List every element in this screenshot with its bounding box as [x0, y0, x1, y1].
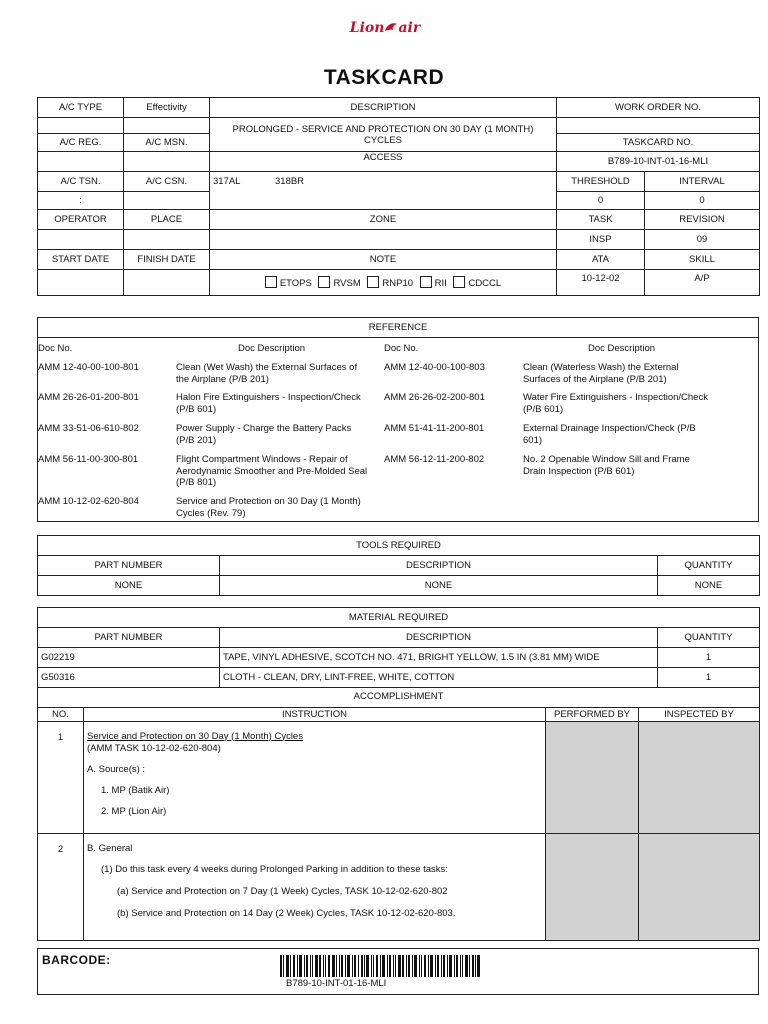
reference-section [37, 317, 759, 522]
doc-no-header-right: Doc No. [384, 343, 419, 354]
lion-head-icon [384, 21, 398, 35]
note-label: NOTE [210, 250, 557, 270]
work-order-value [557, 118, 760, 134]
description-value: PROLONGED - SERVICE AND PROTECTION ON 30 DAY (1 MONTH) CYCLES [210, 118, 557, 152]
access-label: ACCESS [210, 152, 557, 172]
inspected-by-header: INSPECTED BY [639, 707, 760, 721]
step-number: 2 [38, 833, 84, 940]
ref-right-3-desc: External Drainage Inspection/Check (P/B 601) [523, 423, 696, 446]
tools-part-number-header: PART NUMBER [38, 556, 220, 576]
ac-csn-value [124, 192, 210, 210]
material-quantity-header: QUANTITY [658, 628, 760, 648]
ac-tsn-label: A/C TSN. [38, 172, 124, 192]
ref-left-5-desc: Service and Protection on 30 Day (1 Month) Cycles (Rev. 79) [176, 496, 361, 519]
material-part-cell: G02219 [38, 648, 220, 668]
ref-left-4-desc: Flight Compartment Windows - Repair of Aerodynamic Smoother and Pre-Molded Seal (P/B 801) [176, 454, 368, 488]
step-instruction: B. General (1) Do this task every 4 weeks during Prolonged Parking in addition to these tasks: (a) Service and Protection on 7 Day (1 Week) Cycles, TASK 10-12-02-620-802 (b) Service and Protection on 14 Day (2 Week) Cycles, TASK 10-12-02-620-803. [84, 833, 546, 940]
material-title: MATERIAL REQUIRED [38, 608, 760, 628]
table-row [38, 833, 760, 940]
material-qty-cell: 1 [658, 648, 760, 668]
tools-title: TOOLS REQUIRED [38, 536, 760, 556]
note-checkboxes [210, 270, 557, 296]
taskcard-no-value: B789-10-INT-01-16-MLI [557, 152, 760, 172]
reference-title: REFERENCE [38, 318, 758, 338]
doc-desc-header-left: Doc Description [238, 343, 306, 354]
rvsm-label: RVSM [333, 278, 361, 289]
effectivity-label: Effectivity [124, 98, 210, 118]
effectivity-value [124, 118, 210, 134]
ac-msn-label: A/C MSN. [124, 134, 210, 152]
start-date-label: START DATE [38, 250, 124, 270]
accomplishment-title: ACCOMPLISHMENT [38, 687, 760, 707]
tools-qty-cell: NONE [658, 576, 760, 596]
logo-text-air: air [398, 20, 421, 36]
ac-csn-label: A/C CSN. [124, 172, 210, 192]
material-desc-cell: CLOTH - CLEAN, DRY, LINT-FREE, WHITE, COTTON [220, 668, 658, 688]
cdccl-label: CDCCL [468, 278, 502, 289]
table-row [38, 668, 760, 688]
performed-by-field[interactable] [546, 721, 639, 833]
accomplishment-table [37, 687, 760, 941]
skill-label: SKILL [645, 250, 760, 270]
material-desc-cell: TAPE, VINYL ADHESIVE, SCOTCH NO. 471, BRIGHT YELLOW, 1.5 IN (3.81 MM) WIDE [220, 648, 658, 668]
rvsm-checkbox[interactable] [318, 276, 330, 288]
tools-description-header: DESCRIPTION [220, 556, 658, 576]
place-value [124, 230, 210, 250]
finish-date-label: FINISH DATE [124, 250, 210, 270]
revision-label: REVISION [645, 210, 760, 230]
interval-value: 0 [645, 192, 760, 210]
barcode-text: B789-10-INT-01-16-MLI [286, 978, 387, 989]
performed-by-header: PERFORMED BY [546, 707, 639, 721]
ref-right-4-desc: No. 2 Openable Window Sill and Frame Drain Inspection (P/B 601) [523, 454, 690, 477]
table-row [38, 721, 760, 833]
start-date-value [38, 270, 124, 296]
lion-air-logo [340, 20, 430, 42]
ref-right-3-no: AMM 51-41-11-200-801 [384, 423, 485, 434]
ref-left-2-desc: Halon Fire Extinguishers - Inspection/Check (P/B 601) [176, 392, 361, 415]
step-number: 1 [38, 721, 84, 833]
cdccl-checkbox[interactable] [453, 276, 465, 288]
ac-reg-value [38, 152, 124, 172]
ref-left-4-no: AMM 56-11-00-300-801 [38, 454, 139, 465]
tools-part-cell: NONE [38, 576, 220, 596]
access-value [210, 172, 557, 210]
ref-left-2-no: AMM 26-26-01-200-801 [38, 392, 139, 403]
work-order-label: WORK ORDER NO. [557, 98, 760, 118]
inspected-by-field[interactable] [639, 721, 760, 833]
operator-value [38, 230, 124, 250]
step-instruction: Service and Protection on 30 Day (1 Month) Cycles (AMM TASK 10-12-02-620-804) A. Source(s) : 1. MP (Batik Air) 2. MP (Lion Air) [84, 721, 546, 833]
material-table [37, 607, 760, 688]
inspected-by-field[interactable] [639, 833, 760, 940]
threshold-value: 0 [557, 192, 645, 210]
barcode-section [37, 948, 759, 995]
ref-right-2-no: AMM 26-26-02-200-801 [384, 392, 485, 403]
place-label: PLACE [124, 210, 210, 230]
description-label: DESCRIPTION [210, 98, 557, 118]
interval-label: INTERVAL [645, 172, 760, 192]
operator-label: OPERATOR [38, 210, 124, 230]
doc-no-header-left: Doc No. [38, 343, 73, 354]
revision-value: 09 [645, 230, 760, 250]
ref-left-3-no: AMM 33-51-06-610-802 [38, 423, 139, 434]
doc-desc-header-right: Doc Description [588, 343, 656, 354]
ac-tsn-value: : [38, 192, 124, 210]
ref-right-2-desc: Water Fire Extinguishers - Inspection/Check (P/B 601) [523, 392, 708, 415]
rnp10-label: RNP10 [382, 278, 414, 289]
tools-quantity-header: QUANTITY [658, 556, 760, 576]
page-title: TASKCARD [323, 66, 445, 89]
ata-value: 10-12-02 [557, 270, 645, 296]
access-value-1: 317AL [213, 176, 241, 187]
ac-msn-value [124, 152, 210, 172]
zone-label: ZONE [210, 210, 557, 230]
rii-checkbox[interactable] [420, 276, 432, 288]
logo-text-lion: Lion [349, 20, 385, 36]
skill-value: A/P [645, 270, 760, 296]
table-row [38, 648, 760, 668]
performed-by-field[interactable] [546, 833, 639, 940]
ref-right-1-desc: Clean (Waterless Wash) the External Surfaces of the Airplane (P/B 201) [523, 362, 679, 385]
taskcard-no-label: TASKCARD NO. [557, 134, 760, 152]
ata-label: ATA [557, 250, 645, 270]
table-row [38, 576, 760, 596]
instruction-header: INSTRUCTION [84, 707, 546, 721]
access-value-2: 318BR [275, 176, 305, 187]
barcode-image [280, 955, 480, 977]
ref-left-1-no: AMM 12-40-00-100-801 [38, 362, 139, 373]
ref-left-3-desc: Power Supply - Charge the Battery Packs (P/B 201) [176, 423, 352, 446]
ref-right-4-no: AMM 56-12-11-200-802 [384, 454, 485, 465]
finish-date-value [124, 270, 210, 296]
tools-table [37, 535, 760, 596]
ref-left-1-desc: Clean (Wet Wash) the External Surfaces of the Airplane (P/B 201) [176, 362, 358, 385]
no-header: NO. [38, 707, 84, 721]
task-label: TASK [557, 210, 645, 230]
zone-value [210, 230, 557, 250]
material-part-cell: G50316 [38, 668, 220, 688]
etops-label: ETOPS [279, 278, 312, 289]
ac-type-label: A/C TYPE [38, 98, 124, 118]
tools-desc-cell: NONE [220, 576, 658, 596]
info-table [37, 97, 760, 296]
task-value: INSP [557, 230, 645, 250]
material-qty-cell: 1 [658, 668, 760, 688]
ac-type-value [38, 118, 124, 134]
ref-left-5-no: AMM 10-12-02-620-804 [38, 496, 139, 507]
rii-label: RII [434, 278, 447, 289]
barcode-label: BARCODE: [42, 953, 111, 967]
material-description-header: DESCRIPTION [220, 628, 658, 648]
rnp10-checkbox[interactable] [367, 276, 379, 288]
ref-right-1-no: AMM 12-40-00-100-803 [384, 362, 485, 373]
threshold-label: THRESHOLD [557, 172, 645, 192]
material-part-number-header: PART NUMBER [38, 628, 220, 648]
ac-reg-label: A/C REG. [38, 134, 124, 152]
etops-checkbox[interactable] [265, 276, 277, 288]
